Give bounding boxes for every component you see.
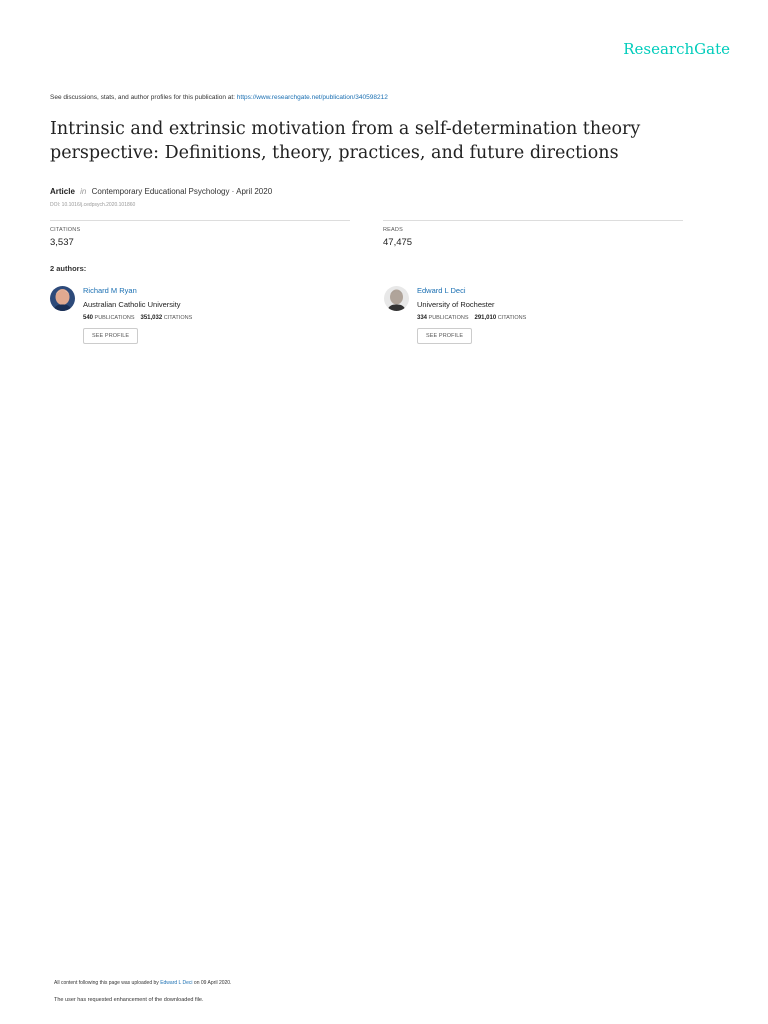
publications-count: 334 <box>417 315 428 321</box>
enhancement-notice: The user has requested enhancement of the downloaded file. <box>54 997 204 1003</box>
avatar[interactable] <box>50 286 75 311</box>
upload-notice <box>54 980 231 986</box>
author-name-link[interactable]: Edward L Deci <box>417 286 466 295</box>
upload-notice-suffix: on 09 April 2020. <box>192 980 232 986</box>
reads-label: READS <box>383 227 403 233</box>
article-meta <box>50 187 272 196</box>
author-citations-label: CITATIONS <box>163 315 193 321</box>
author-citations-count: 351,032 <box>140 315 163 321</box>
author-info <box>83 286 333 344</box>
publication-link[interactable]: https://www.researchgate.net/publication/340598212 <box>236 94 388 101</box>
citations-value: 3,537 <box>50 237 74 248</box>
citations-label: CITATIONS <box>50 227 81 233</box>
author-affiliation: Australian Catholic University <box>83 300 181 309</box>
doi: DOI: 10.1016/j.cedpsych.2020.101860 <box>50 202 136 208</box>
see-profile-button[interactable]: SEE PROFILE <box>83 328 138 344</box>
upload-notice-prefix: All content following this page was uploaded by <box>54 980 161 986</box>
authors-heading: 2 authors: <box>50 264 87 273</box>
citations-stat <box>50 220 350 248</box>
publications-label: PUBLICATIONS <box>94 315 135 321</box>
author-citations-label: CITATIONS <box>497 315 527 321</box>
article-in: in <box>80 187 87 196</box>
author-info <box>417 286 667 344</box>
researchgate-logo[interactable]: ResearchGate <box>623 40 730 58</box>
avatar[interactable] <box>384 286 409 311</box>
publications-label: PUBLICATIONS <box>428 315 469 321</box>
author-counts <box>83 315 333 321</box>
discussion-notice <box>50 94 388 101</box>
publication-title: Intrinsic and extrinsic motivation from a self-determination theory perspective: Definitions, theory, practices, and future directions <box>50 119 641 163</box>
journal-info: Contemporary Educational Psychology · April 2020 <box>91 187 273 196</box>
reads-value: 47,475 <box>383 237 413 248</box>
uploader-link[interactable]: Edward L Deci <box>160 980 193 986</box>
author-citations-count: 291,010 <box>474 315 497 321</box>
discussion-notice-text: See discussions, stats, and author profiles for this publication at: <box>50 94 237 101</box>
publications-count: 540 <box>83 315 94 321</box>
author-name-link[interactable]: Richard M Ryan <box>83 286 137 295</box>
see-profile-button[interactable]: SEE PROFILE <box>417 328 472 344</box>
author-counts <box>417 315 667 321</box>
article-type: Article <box>50 187 75 196</box>
reads-stat <box>383 220 683 248</box>
author-affiliation: University of Rochester <box>417 300 495 309</box>
